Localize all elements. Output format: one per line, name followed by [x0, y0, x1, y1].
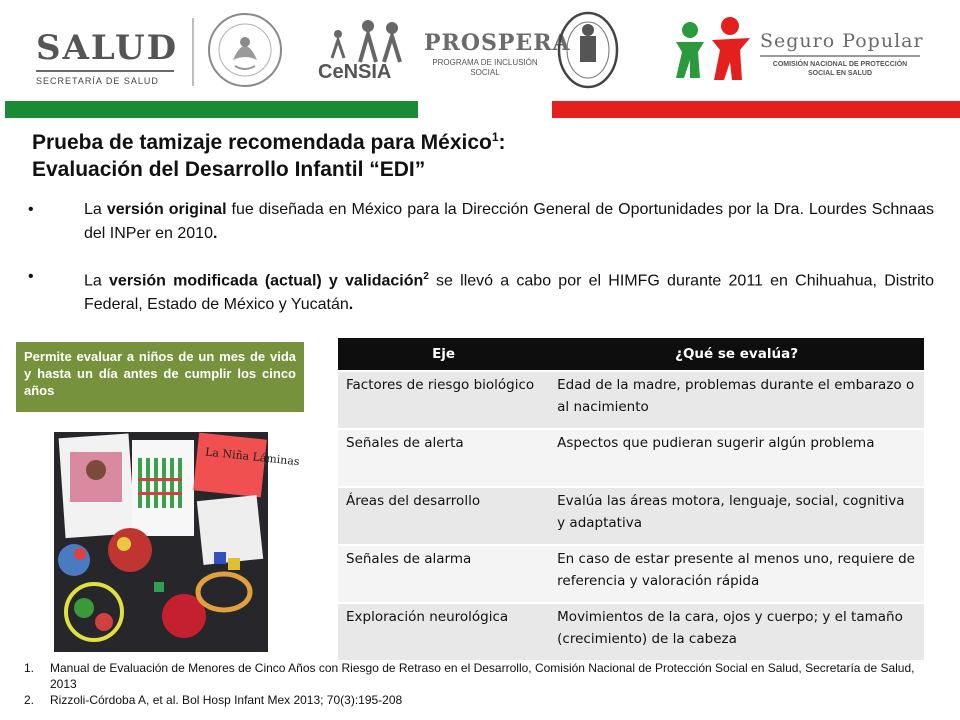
table-cell-eje: Factores de riesgo biológico	[338, 371, 549, 429]
table-header-que-se-evalua: ¿Qué se evalúa?	[549, 338, 924, 371]
table-cell-que: Edad de la madre, problemas durante el embarazo o al nacimiento	[549, 371, 924, 429]
reference-item	[24, 660, 944, 692]
edi-kit-illustration	[54, 432, 301, 652]
header-green-bar	[5, 101, 418, 118]
table-cell-que: Aspectos que pudieran sugerir algún problema	[549, 429, 924, 487]
table-header-row	[338, 338, 924, 371]
censia-logo-text: CeNSIA	[318, 61, 392, 83]
header-divider	[192, 18, 194, 86]
edi-kit-photo	[54, 432, 301, 652]
table-cell-eje: Señales de alerta	[338, 429, 549, 487]
prospera-logo-text: PROSPERA	[424, 30, 571, 56]
slide-title	[32, 124, 932, 183]
table-cell-que: Evalúa las áreas motora, lenguaje, social, cognitiva y adaptativa	[549, 487, 924, 545]
table-header-eje: Eje	[338, 338, 549, 371]
seguro-popular-logo-text: Seguro Popular	[760, 30, 924, 52]
photo-sign-text: La Niña Láminas	[204, 445, 301, 469]
censia-family-icon	[318, 18, 410, 64]
mexico-seal-icon	[205, 10, 285, 90]
table-cell-eje: Señales de alarma	[338, 545, 549, 603]
references	[24, 660, 944, 708]
slide-title-line1: Prueba de tamizaje recomendada para México$^1$:	[32, 130, 506, 154]
prospera-logo-subtitle: PROGRAMA DE INCLUSIÓN SOCIAL	[432, 58, 538, 77]
bullet-original-version	[28, 198, 934, 246]
slide-title-line2: Evaluación del Desarrollo Infantil “EDI”	[32, 158, 426, 181]
bullet-dot: •	[28, 201, 34, 218]
censia-logo	[318, 18, 410, 84]
header-red-bar	[552, 101, 960, 118]
bullet-modified-version	[28, 265, 934, 317]
bullet-dot: •	[28, 268, 34, 285]
table-cell-eje: Exploración neurológica	[338, 603, 549, 660]
seguro-popular-logo	[760, 30, 940, 78]
reference-text: Manual de Evaluación de Menores de Cinco Años con Riesgo de Retraso en el Desarrollo, Comisión Nacional de Protección Social en Salud, Secretaría de Salud, 2013	[50, 661, 915, 691]
bullet-text: La versión modificada (actual) y validación$^2$ se llevó a cabo por el HIMFG durante 2011 en Chihuahua, Distrito Federal, Estado de México y Yucatán.	[84, 271, 934, 314]
hospital-infantil-seal-icon	[556, 8, 620, 90]
salud-logo-rule	[36, 70, 174, 72]
table-row	[338, 487, 924, 545]
table-row	[338, 371, 924, 429]
reference-text: Rizzoli-Córdoba A, et al. Bol Hosp Infant Mex 2013; 70(3):195-208	[50, 693, 403, 707]
table-row	[338, 603, 924, 660]
bullet-text: La versión original fue diseñada en México para la Dirección General de Oportunidades por la Dra. Lourdes Schnaas del INPer en 2010.	[84, 201, 935, 242]
table-cell-que: En caso de estar presente al menos uno, requiere de referencia y valoración rápida	[549, 545, 924, 603]
table-cell-que: Movimientos de la cara, ojos y cuerpo; y el tamaño (crecimiento) de la cabeza	[549, 603, 924, 660]
salud-logo-subtitle: SECRETARÍA DE SALUD	[36, 76, 159, 86]
prospera-logo	[424, 30, 571, 78]
salud-logo	[36, 28, 186, 86]
reference-number: 2.	[24, 693, 35, 707]
reference-item	[24, 692, 944, 708]
table-row	[338, 545, 924, 603]
seguro-popular-logo-subtitle: COMISIÓN NACIONAL DE PROTECCIÓN SOCIAL EN SALUD	[772, 61, 908, 77]
salud-logo-text: SALUD	[36, 28, 179, 68]
evaluation-axes-table	[338, 338, 924, 660]
seguro-popular-rule	[760, 55, 920, 57]
age-range-callout: Permite evaluar a niños de un mes de vida y hasta un día antes de cumplir los cinco años	[16, 342, 304, 412]
reference-number: 1.	[24, 661, 35, 675]
table-row	[338, 429, 924, 487]
seguro-popular-figures-icon	[670, 16, 756, 84]
table-cell-eje: Áreas del desarrollo	[338, 487, 549, 545]
